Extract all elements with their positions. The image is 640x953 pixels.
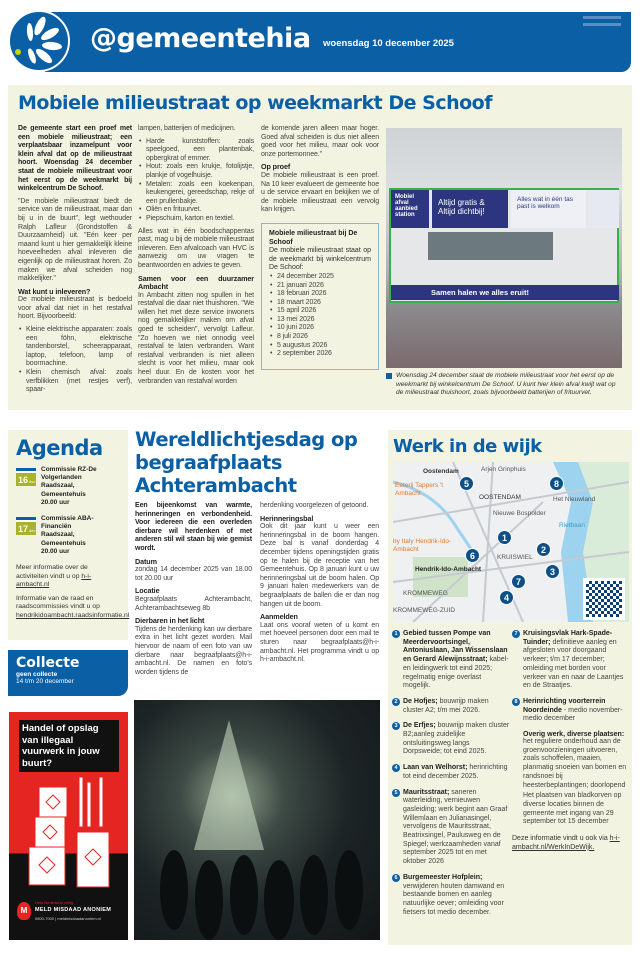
advertisement-vuurwerk[interactable]	[9, 712, 128, 940]
number-badge: 3	[392, 722, 400, 730]
map-label: Oostendam	[423, 468, 459, 475]
article-column-wrapper	[261, 125, 379, 370]
werk-location: Gebied tussen Pompe van Meerdervoortsingel, Antoniuslaan, Jan Wissenslaan en Gerard Alewijnsstraat;	[403, 630, 508, 664]
werk-location: Herinrichting voorterrein Noordeinde	[523, 697, 606, 714]
werk-location: Laan van Welhorst;	[403, 764, 468, 772]
werk-location: De Hofjes;	[403, 697, 438, 705]
map-label: KRUISWIEL	[497, 554, 533, 561]
dates-box	[261, 223, 379, 370]
paragraph: Alles wat in één boodschappentas past, mag u bij de mobiele milieustraat inleveren. Een afvalcoach van HVC is aanwezig om uw vragen te beantwoorden en advies te geven.	[138, 227, 254, 269]
werk-location: Burgemeester Hofplein;	[403, 873, 483, 881]
collecte-panel	[8, 650, 128, 696]
photo-wereldlichtjesdag	[134, 700, 380, 940]
werk-description: bouwrijp maken cluster B2;aanleg zuidelijke ontsluitingsweg langs Dorpsweide; tot eind 2025.	[403, 722, 510, 756]
date-item: • 5 augustus 2026	[269, 342, 371, 351]
article-column	[18, 125, 132, 399]
agenda-title: Commissie RZ-De Volgerlanden	[41, 466, 97, 482]
bullet-list	[18, 326, 132, 395]
number-badge: 5	[392, 789, 400, 797]
werk-description: herinrichting tot eind december 2025.	[403, 764, 508, 780]
caption-marker	[386, 373, 392, 379]
subheading: Locatie	[135, 586, 160, 596]
agenda-item	[16, 466, 120, 507]
paragraph: In Ambacht zitten nog spullen in het restafval die daar niet thuishoren. "We willen het met deze service inwoners nog gemakkelijker maken om afval goed te scheiden", vervolgt Lafleur. "Zo hoeven we niet onnodig veel restafval te laten verbranden. Want restafval verbranden is niet alleen slecht is voor het milieu, maar ook heel duur. En de kosten voor het verbranden van restafval worden	[138, 291, 254, 385]
paragraph: Tijdens de herdenking kan uw dierbare extra in het licht gezet worden. Mail hiervoor de naam of een foto van uw dierbare naar begraafplaats@h-i-ambacht.nl. De namen en foto's worden tijdens de	[135, 625, 252, 676]
calendar-icon	[16, 520, 36, 535]
brand-title: @gemeentehia	[90, 23, 311, 54]
date-item: • 8 juli 2026	[269, 333, 371, 342]
werk-item	[512, 698, 630, 724]
article-column	[261, 125, 379, 215]
date-item: • 18 februari 2026	[269, 290, 371, 299]
werk-description: definitieve aanleg en afgesloten voor doorgaand verkeer; t/m 17 december; omleiding met borden voor verkeer van en naar de Laantjes en de Straatjes.	[523, 638, 624, 690]
article-title: Wereldlichtjesdag op begraafplaats Achterambacht	[135, 428, 358, 497]
werk-link[interactable]: h-i-ambacht.nl/WerkInDeWijk.	[512, 835, 620, 851]
collecte-status: geen collecte	[16, 671, 58, 678]
tree-lights-illustration	[134, 700, 380, 940]
map[interactable]	[393, 462, 629, 622]
werk-item	[392, 764, 510, 781]
logo-icon	[8, 10, 70, 72]
werk-item	[392, 789, 510, 867]
werk-description: - medio november-medio december	[523, 706, 623, 723]
calendar-day: 16	[18, 475, 29, 485]
map-label: Het Nieuwland	[553, 496, 596, 503]
photo-caption	[386, 372, 624, 398]
overig-item: Het plaatsen van bladkorven op diverse locaties binnen de gemeente met ingang van 29 september tot 15 december	[523, 792, 622, 826]
paragraph: Laat ons vooraf weten of u komt en met hoeveel personen door een mail te sturen naar begraafplaats@h-i-ambacht.nl. Het programma vindt u op h-i-ambacht.nl.	[260, 621, 379, 664]
box-title: Mobiele milieustraat bij De Schoof	[269, 229, 358, 246]
article-column	[138, 125, 254, 390]
map-label: Eeterij Tappers 't Ambacht	[395, 482, 444, 497]
banner: Samen halen we alles eruit!	[391, 285, 619, 300]
subheading: Samen voor een duurzamer Ambacht	[138, 273, 254, 292]
paragraph: Ook dit jaar kunt u weer een herinneringsbal in de boom hangen. Deze bal is vanaf donderdag 4 december tijdens openingstijden gratis op te halen bij de receptie van het Gemeentehuis. Op 8 januari kunt u uw herinneringsbal uit de boom halen. Op 9 januari halen medewerkers van de begraafplaats de ballen die er dan nog hangen uit de boom.	[260, 523, 379, 608]
number-badge: 8	[512, 698, 520, 706]
agenda-place: Raadszaal, Gemeentehuis	[41, 482, 86, 498]
number-badge: 1	[392, 630, 400, 638]
werk-list	[392, 630, 510, 924]
map-label: Arjen Grinphuis	[481, 466, 526, 473]
werk-footer	[512, 835, 630, 852]
lead-paragraph: De gemeente start een proef met een mobiele milieustraat; een verplaatsbaar inzamelpunt voor klein afval dat op de milieustraat hoort. Woensdag 24 december staat de mobiele milieustraat voor het eerst op de weekmarkt bij winkelcentrum De Schoof.	[18, 125, 132, 193]
paragraph: herdenking voorgelezen of getoond.	[260, 502, 369, 509]
paragraph: Begraafplaats Achterambacht, Achterambachtseweg 8b	[135, 595, 252, 612]
date-list	[269, 273, 371, 359]
werk-location: Kruisingsvlak Hark-Spade-Tuinder;	[523, 630, 613, 646]
werk-description: bouwrijp maken cluster A2; t/m mei 2026.	[403, 697, 489, 714]
stripe-decoration	[583, 16, 621, 19]
subheading: Dierbaren in het licht	[135, 616, 205, 626]
article-title: Mobiele milieustraat op weekmarkt De Schoof	[18, 92, 492, 114]
bullet-list	[138, 138, 254, 224]
werk-item	[392, 698, 510, 715]
werk-description: saneren waterleiding, vernieuwen gasleiding; werk begint aan Graaf Willemlaan en Julianasingel, vervolgens de Mauritsstraat, Beatrixsingel, Paulusweg en de Spiegel; werkzaamheden vanaf september 2025 tot en met oktober 2026	[403, 788, 508, 866]
number-badge: 6	[392, 874, 400, 882]
fireworks-boxes-illustration	[27, 777, 117, 892]
list-item: • Hout: zoals een krukje, fotolijstje, plankje of vogelhuisje.	[138, 163, 254, 180]
agenda-item	[16, 515, 120, 556]
info-text: Informatie van de raad en raadscommissies vindt u op	[16, 594, 100, 611]
map-label: KROMMEWEG-ZUID	[393, 607, 456, 614]
trailer-window	[428, 232, 553, 260]
agenda-list	[16, 466, 120, 556]
ad-headline: Handel of opslag van illegaal vuurwerk in jouw buurt?	[19, 720, 119, 772]
map-label: by Italy Hendrik-Ido-Ambacht	[393, 538, 452, 553]
date-item: • 10 juni 2026	[269, 324, 371, 333]
sign: Alles wat in één tas past is welkom	[511, 190, 586, 228]
list-item: • Kleine elektrische apparaten: zoals een föhn, elektrische tandenborstel, scheerapparaat, laptop, telefoon, lamp of boormachine.	[18, 326, 132, 369]
dates-list	[269, 273, 371, 359]
agenda-panel	[8, 430, 128, 640]
agenda-time: 20.00 uur	[41, 547, 70, 555]
lead-paragraph: Een bijeenkomst van warmte, herinneringen en verbondenheid. Voor iedereen die een overleden dierbare wil herdenken of met anderen stil wil staan bij wie gemist wordt.	[135, 502, 252, 552]
raad-info	[16, 594, 130, 621]
sign: Mobiel afval aanbied station	[391, 190, 429, 228]
werk-list	[512, 630, 630, 852]
overig-item: het reguliere onderhoud aan de groenvoorzieningen uitvoeren, zoals schoffelen, maaien, planmatig snoeien van bomen en randsnoei bij heesterbeplantingen; doorlopend	[523, 738, 627, 789]
werk-item	[392, 630, 510, 691]
date-item: • 2 september 2026	[269, 350, 371, 359]
list-item: • Metalen: zoals een koekenpan, keukengerei, gereedschap, rekje of een prullenbakje.	[138, 181, 254, 207]
website-link[interactable]: h-i-ambacht.nl	[16, 572, 92, 589]
ad-tagline: Help Nederland veilig.	[35, 900, 75, 905]
map-marker-8[interactable]: 8	[549, 476, 564, 491]
date-item: • 13 mei 2026	[269, 316, 371, 325]
date-item: • 15 april 2026	[269, 307, 371, 316]
agenda-time: 20.00 uur	[41, 498, 70, 506]
photo-mobile-milieustraat	[386, 128, 622, 368]
list-item: • Piepschuim, karton en textiel.	[138, 215, 254, 224]
paragraph: "De mobiele milieustraat biedt de service van de milieustraat, maar dan bij u in de buurt", legt wethouder Ralph Lafleur (Grondstoffen & Duurzaamheid) uit. "Eén keer per maand kunt u hier gemakkelijk kleine hoeveelheden afval inleveren die eigenlijk op de milieustraat horen. Zo maken we afval scheiden nog makkelijker."	[18, 197, 132, 283]
map-marker-3[interactable]: 3	[545, 564, 560, 579]
map-label: Rietbaan	[559, 522, 586, 529]
section-title: Werk in de wijk	[393, 436, 542, 457]
map-marker-5[interactable]: 5	[459, 476, 474, 491]
paragraph: de komende jaren alleen maar hoger. Goed afval scheiden is dus niet alleen goed voor het milieu, maar ook voor onze portemonnee."	[261, 125, 379, 158]
werk-description: kabel- en leidingwerk tot eind 2025; regelmatig enige overlast mogelijk.	[403, 656, 509, 690]
subheading: Aanmelden	[260, 612, 298, 622]
werk-item	[392, 874, 510, 918]
map-marker-6[interactable]: 6	[465, 548, 480, 563]
calendar-month: dec	[29, 528, 36, 534]
agenda-title: Agenda	[16, 436, 103, 460]
map-marker-2[interactable]: 2	[536, 542, 551, 557]
article-column	[260, 502, 379, 669]
map-marker-1[interactable]: 1	[497, 530, 512, 545]
werk-location: Mauritsstraat;	[403, 788, 450, 796]
map-marker-4[interactable]: 4	[499, 590, 514, 605]
map-marker-7[interactable]: 7	[511, 574, 526, 589]
meld-misdaad-logo-icon: M	[17, 902, 31, 920]
agenda-details	[41, 515, 120, 556]
subheading: Herinneringsbal	[260, 513, 314, 523]
qr-code[interactable]	[583, 578, 625, 620]
footer-text: Deze informatie vindt u ook via	[512, 835, 610, 843]
subheading: Datum	[135, 556, 157, 566]
issue-date: woensdag 10 december 2025	[323, 38, 454, 49]
werk-location: De Erfjes;	[403, 722, 436, 730]
sign: Altijd gratis & Altijd dichtbij!	[432, 190, 508, 228]
calendar-icon	[16, 471, 36, 486]
subheading: Wat kunt u inleveren?	[18, 286, 91, 296]
ad-brand: MELD MISDAAD ANONIEM	[35, 907, 112, 913]
box-intro: De mobiele milieustraat staat op de weekmarkt bij winkelcentrum De Schoof:	[269, 247, 371, 272]
map-label: Hendrik-Ido-Ambacht	[415, 566, 482, 573]
list-item: • Oliën en frituurvet.	[138, 206, 254, 215]
calendar-day: 17	[18, 524, 29, 535]
info-text: Meer informatie over de activiteiten vindt u op	[16, 564, 88, 580]
werk-description: verwijderen houten damwand en bestaande bomen en aanleg natuurlijke oever; omleiding voor fietsers tot medio december.	[403, 882, 505, 916]
collecte-dates: 14 t/m 20 december	[16, 678, 74, 685]
date-item: • 21 januari 2026	[269, 282, 371, 291]
werk-item	[512, 630, 630, 691]
number-badge: 4	[392, 764, 400, 772]
ad-contact: 0800-7000 | meldmisdaadanoniem.nl	[35, 916, 101, 921]
agenda-title: Commissie ABA-Financiën	[41, 515, 94, 531]
stripe-decoration	[583, 23, 621, 26]
calendar-month: dec	[29, 479, 36, 484]
agenda-details	[41, 466, 120, 507]
date-item: • 24 december 2025	[269, 273, 371, 282]
map-label: KROMMEWEG	[403, 590, 448, 597]
caption-text: Woensdag 24 december staat de mobiele milieustraat voor het eerst op de weekmarkt bij winkelcentrum De Schoof. U kunt hier klein afval kwijt wat op de milieustraat thuishoort, zoals bijvoorbeeld batterijen of frituurvet.	[396, 372, 616, 396]
paragraph: zondag 14 december 2025 van 18.00 tot 20.00 uur	[135, 566, 252, 582]
raadsinformatie-link[interactable]: hendrikidoambacht.raadsinformatie.nl	[16, 611, 130, 619]
agenda-info	[16, 564, 120, 590]
paragraph: lampen, batterijen of medicijnen.	[138, 125, 236, 132]
list-item: • Harde kunststoffen: zoals speelgoed, een plantenbak, opbergkrat of emmer.	[138, 138, 254, 164]
number-badge: 7	[512, 630, 520, 638]
paragraph: De mobiele milieustraat is bedoeld voor afval dat niet in het restafval hoort. Bijvoorbeeld:	[18, 296, 132, 321]
date-item: • 18 maart 2026	[269, 299, 371, 308]
list-item: • Klein chemisch afval: zoals verfblikken (met restjes verf), spaar-	[18, 369, 132, 395]
collecte-title: Collecte	[16, 655, 80, 671]
map-label: Nieuwe Bospolder	[493, 510, 546, 517]
article-column	[135, 502, 252, 681]
map-label: OOSTENDAM	[479, 494, 521, 501]
overig-title: Overig werk, diverse plaatsen:	[523, 731, 625, 739]
paragraph: De mobiele milieustraat is een proef. Na 10 keer evalueert de gemeente hoe u de service ervaart en bekijken we of de mobiele milieustraat een vervolg kan krijgen.	[261, 171, 379, 214]
subheading: Op proef	[261, 162, 291, 172]
number-badge: 2	[392, 698, 400, 706]
sign	[589, 190, 619, 228]
werk-item	[392, 722, 510, 757]
agenda-place: Raadszaal, Gemeentehuis	[41, 531, 86, 547]
